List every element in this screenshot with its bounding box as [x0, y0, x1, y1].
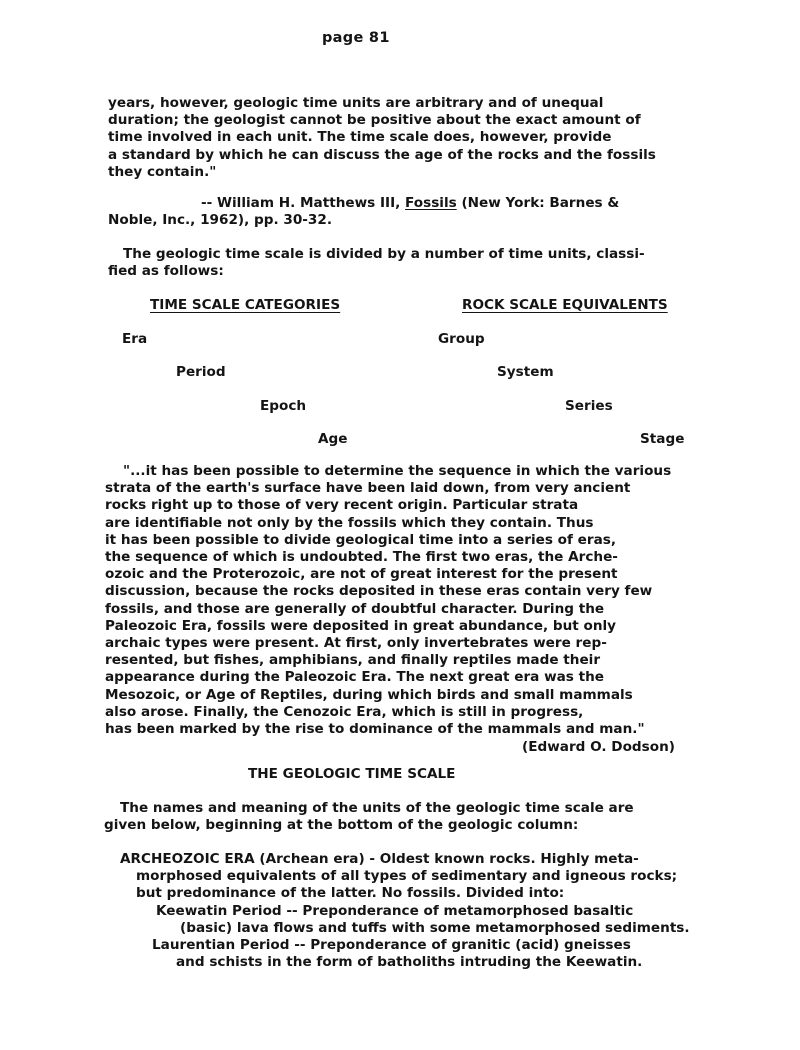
- quote-line: fossils, and those are generally of doubtful character. During the: [105, 600, 605, 617]
- intro-line: The geologic time scale is divided by a number of time units, classi-: [123, 246, 645, 262]
- quote-line: appearance during the Paleozoic Era. The next great era was the: [105, 669, 605, 686]
- page-number: page 81: [322, 30, 390, 46]
- keewatin-period-entry: [156, 903, 690, 937]
- quote-line: "...it has been possible to determine the sequence in which the various: [123, 463, 672, 479]
- rock-scale-header: ROCK SCALE EQUIVALENTS: [462, 297, 668, 313]
- archeozoic-line: morphosed equivalents of all types of sedimentary and igneous rocks;: [136, 868, 678, 885]
- archeozoic-era-entry: [120, 851, 677, 903]
- time-unit-era: Era: [122, 331, 148, 347]
- quote-line: years, however, geologic time units are arbitrary and of unequal: [108, 95, 604, 111]
- quote-line: Mesozoic, or Age of Reptiles, during which birds and small mammals: [105, 686, 633, 703]
- quote-line: are identifiable not only by the fossils which they contain. Thus: [105, 514, 594, 531]
- citation-line-2: Noble, Inc., 1962), pp. 30-32.: [108, 212, 333, 229]
- time-unit-age: Age: [318, 431, 348, 447]
- citation-prefix: -- William H. Matthews III,: [201, 195, 406, 211]
- quote-line: the sequence of which is undoubted. The first two eras, the Arche-: [105, 549, 618, 566]
- time-unit-epoch: Epoch: [260, 398, 307, 414]
- quote-line: Paleozoic Era, fossils were deposited in great abundance, but only: [105, 617, 617, 634]
- section-title: THE GEOLOGIC TIME SCALE: [248, 766, 456, 782]
- keewatin-line: Keewatin Period -- Preponderance of metamorphosed basaltic: [156, 903, 634, 919]
- citation-book-title: Fossils: [405, 195, 457, 211]
- rock-unit-group: Group: [438, 331, 485, 347]
- quote-line: has been marked by the rise to dominance of the mammals and man.": [105, 721, 645, 738]
- section-intro-line: given below, beginning at the bottom of the geologic column:: [104, 817, 579, 834]
- quote-line: a standard by which he can discuss the age of the rocks and the fossils: [108, 146, 656, 163]
- keewatin-line: (basic) lava flows and tuffs with some metamorphosed sediments.: [180, 920, 690, 937]
- intro-paragraph: [108, 246, 645, 280]
- quote-matthews: [108, 95, 656, 181]
- quote-attribution: (Edward O. Dodson): [522, 739, 675, 755]
- citation-suffix: (New York: Barnes &: [456, 195, 620, 211]
- quote-line: it has been possible to divide geological time into a series of eras,: [105, 531, 617, 548]
- quote-line: they contain.": [108, 163, 217, 180]
- quote-line: also arose. Finally, the Cenozoic Era, which is still in progress,: [105, 703, 584, 720]
- section-intro-line: The names and meaning of the units of the geologic time scale are: [120, 800, 634, 816]
- rock-unit-series: Series: [565, 398, 613, 414]
- quote-line: archaic types were present. At first, only invertebrates were rep-: [105, 635, 607, 652]
- quote-line: strata of the earth's surface have been laid down, from very ancient: [105, 480, 631, 497]
- time-unit-period: Period: [176, 364, 226, 380]
- rock-unit-stage: Stage: [640, 431, 685, 447]
- laurentian-line: Laurentian Period -- Preponderance of granitic (acid) gneisses: [152, 937, 631, 953]
- archeozoic-line: but predominance of the latter. No fossils. Divided into:: [136, 885, 565, 902]
- laurentian-line: and schists in the form of batholiths intruding the Keewatin.: [176, 954, 643, 971]
- intro-line: fied as follows:: [108, 263, 224, 280]
- quote-line: resented, but fishes, amphibians, and finally reptiles made their: [105, 652, 601, 669]
- quote-dodson: [105, 463, 671, 738]
- citation-line-1: [108, 195, 619, 212]
- quote-line: ozoic and the Proterozoic, are not of great interest for the present: [105, 566, 618, 583]
- section-intro: [104, 800, 634, 834]
- quote-line: duration; the geologist cannot be positive about the exact amount of: [108, 112, 641, 129]
- quote-line: discussion, because the rocks deposited in these eras contain very few: [105, 583, 653, 600]
- citation: [108, 195, 619, 229]
- laurentian-period-entry: [152, 937, 642, 971]
- time-scale-header: TIME SCALE CATEGORIES: [150, 297, 341, 313]
- quote-line: rocks right up to those of very recent origin. Particular strata: [105, 497, 579, 514]
- quote-line: time involved in each unit. The time scale does, however, provide: [108, 129, 612, 146]
- archeozoic-line: ARCHEOZOIC ERA (Archean era) - Oldest known rocks. Highly meta-: [120, 851, 639, 867]
- rock-unit-system: System: [497, 364, 554, 380]
